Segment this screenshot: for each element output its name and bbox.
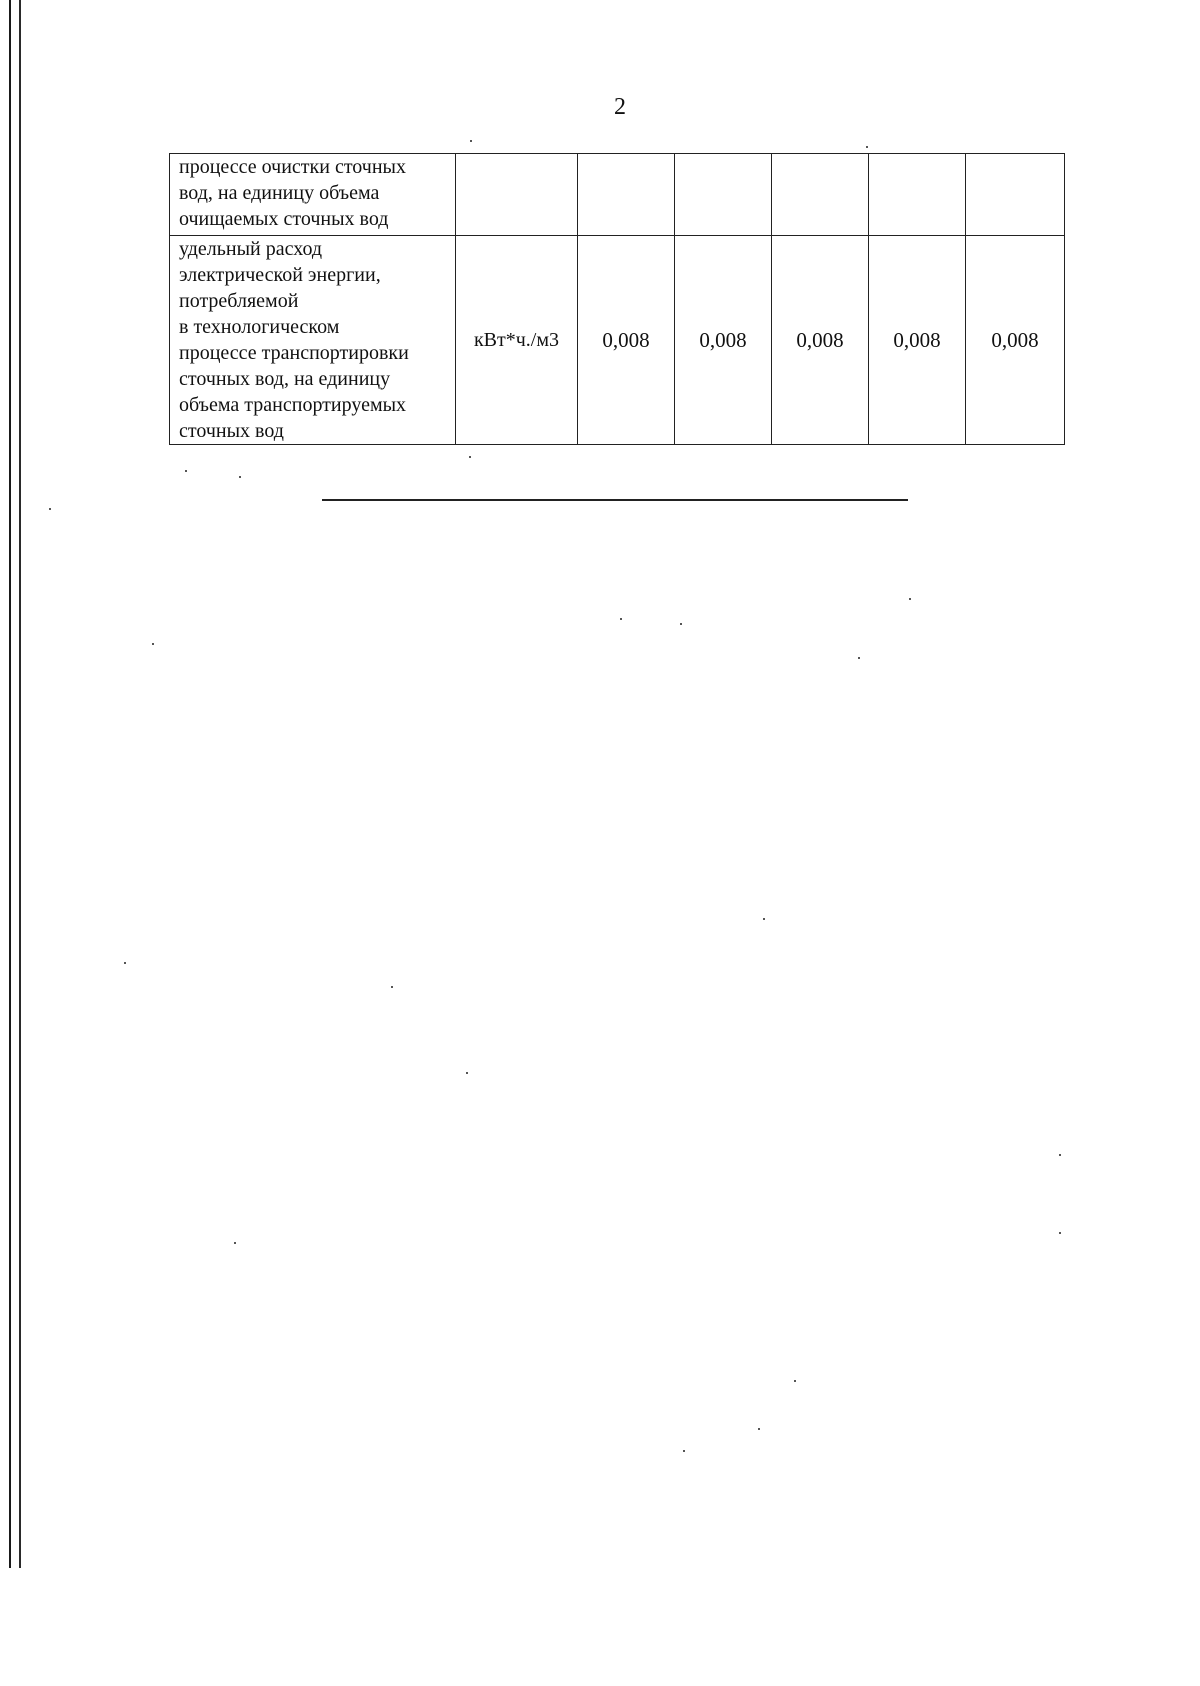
scan-speck: [1059, 1232, 1061, 1234]
scan-speck: [124, 962, 126, 964]
scan-speck: [470, 140, 472, 142]
description-line: сточных вод, на единицу: [179, 368, 391, 390]
scan-speck: [469, 456, 471, 458]
value-cell: 0,008: [869, 236, 966, 445]
description-line: удельный расход: [179, 238, 323, 260]
description-line: объема транспортируемых: [179, 394, 407, 416]
scan-speck: [763, 918, 765, 920]
unit-cell: [456, 154, 578, 236]
value-cell: [869, 154, 966, 236]
table-row: [170, 236, 1065, 445]
scan-speck: [758, 1428, 760, 1430]
scan-border-left-inner: [19, 0, 21, 1568]
value-cell: 0,008: [578, 236, 675, 445]
scan-speck: [466, 1072, 468, 1074]
indicators-table: [169, 153, 1065, 445]
scan-speck: [909, 598, 911, 600]
scan-speck: [49, 508, 51, 510]
description-line: электрической энергии,: [179, 264, 381, 286]
scan-speck: [858, 657, 860, 659]
indicator-description: [170, 154, 456, 236]
page-number: 2: [614, 94, 626, 120]
scan-speck: [683, 1450, 685, 1452]
scan-speck: [185, 470, 187, 472]
table-row: [170, 154, 1065, 236]
description-line: вод, на единицу объема: [179, 182, 380, 204]
value-cell: [675, 154, 772, 236]
scan-speck: [680, 623, 682, 625]
scan-speck: [620, 618, 622, 620]
description-line: очищаемых сточных вод: [179, 208, 389, 230]
indicator-description: [170, 236, 456, 445]
scan-speck: [239, 476, 241, 478]
value-cell: 0,008: [772, 236, 869, 445]
description-line: сточных вод: [179, 420, 284, 442]
value-cell: [966, 154, 1065, 236]
description-line: в технологическом: [179, 316, 340, 338]
scan-speck: [794, 1380, 796, 1382]
scan-speck: [1059, 1154, 1061, 1156]
unit-cell: кВт*ч./м3: [456, 236, 578, 445]
value-cell: 0,008: [675, 236, 772, 445]
value-cell: 0,008: [966, 236, 1065, 445]
scan-border-left: [9, 0, 11, 1568]
scan-speck: [152, 643, 154, 645]
scan-speck: [391, 986, 393, 988]
value-cell: [578, 154, 675, 236]
value-cell: [772, 154, 869, 236]
scan-speck: [866, 146, 868, 148]
closing-rule-line: [322, 499, 908, 501]
description-line: процессе очистки сточных: [179, 156, 406, 178]
scan-speck: [234, 1242, 236, 1244]
description-line: потребляемой: [179, 290, 299, 312]
description-line: процессе транспортировки: [179, 342, 409, 364]
